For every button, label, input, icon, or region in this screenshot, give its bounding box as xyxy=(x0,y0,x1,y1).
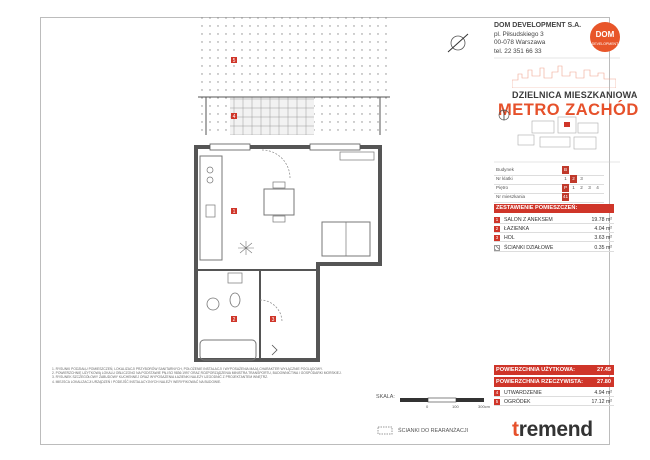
developer-phone: tel. 22 351 66 33 xyxy=(494,47,542,55)
selector-row-floor: Piętro P 1 2 3 4 xyxy=(494,184,604,194)
project-line2: METRO ZACHÓD xyxy=(498,101,639,119)
legend: ŚCIANKI DO REARANŻACJI xyxy=(398,428,469,434)
selector-cell[interactable]: 1 xyxy=(572,185,575,190)
apartment-outline xyxy=(196,147,380,360)
scale-label: SKALA: 0 100 300cm xyxy=(376,394,491,409)
north-arrow-icon xyxy=(448,34,468,52)
plan-label-1: 1 xyxy=(232,209,236,215)
extra-row: 4 UTWARDZENIE 4.94 m² xyxy=(495,390,612,396)
developer-info xyxy=(494,22,581,56)
scale-bar xyxy=(400,398,484,402)
plan-label-2: 2 xyxy=(232,317,236,323)
developer-city: 00-078 Warszawa xyxy=(494,39,546,47)
rooms-table-title: ZESTAWIENIE POMIESZCZEŃ: xyxy=(494,204,614,213)
skyline-graphic xyxy=(512,64,616,88)
dom-logo: DOM DEVELOPMENT xyxy=(590,22,620,52)
extra-row: 5 OGRÓDEK 17.12 m² xyxy=(495,399,612,405)
project-line1: DZIELNICA MIESZKANIOWA xyxy=(512,90,638,100)
selector-cell[interactable]: 41 xyxy=(562,194,569,199)
developer-street: pl. Piłsudskiego 3 xyxy=(494,30,544,38)
plan-label-3: 3 xyxy=(271,317,275,323)
selector-cell[interactable]: 2 xyxy=(570,175,577,183)
usable-area: POWIERZCHNIA UŻYTKOWA: 27.45 xyxy=(494,365,614,375)
walls-row: ŚCIANKI DZIAŁOWE 0.35 m² xyxy=(494,244,614,252)
selector-cell[interactable]: B xyxy=(563,167,568,172)
selector-row-apartment: Nr mieszkania 41 xyxy=(494,193,604,203)
plan-label-5: 5 xyxy=(232,58,236,64)
selector-cell[interactable]: 1 xyxy=(564,176,567,181)
footnotes: 1. RYSUNKI PODZIAŁU POMIESZCZEŃ, LOKALIZACJI PRZYBORÓW SANITARNYCH, POŁOŻENIE INSTALACJI I WYPOSAŻENIA MAJĄ CHARAKTER WYŁĄCZNIE POGLĄDOWY. 2. POWIERZCHNIĘ UŻYTKOWĄ LOKALU OBLICZONO NA PODSTAWIE PN-ISO 9836:1997 ORAZ ROZPORZĄDZENIA MINISTRA TRANSPORTU, BUDOWNICTWA I GOSPODARKI MORSKIEJ. 3. RYSUNEK SZCZEGÓŁOWY ZABUDOWY KUCHENNEJ ORAZ WYPOSAŻENIA ŁAZIENKI NALEŻY UZGODNIĆ Z PROJEKTANTEM WNĘTRZ. 4. MIEJSCA LOKALIZACJI URZĄDZEŃ I PODEJŚĆ INSTALACYJNYCH NALEŻY WERYFIKOWAĆ NA BUDOWIE. xyxy=(52,367,342,384)
selector-cell[interactable]: P xyxy=(563,185,568,190)
terrace-area xyxy=(230,97,314,135)
compass-icon xyxy=(498,109,510,121)
selector-cell[interactable]: 2 xyxy=(580,185,583,190)
selector-cell[interactable]: 3 xyxy=(580,176,583,181)
actual-area: POWIERZCHNIA RZECZYWISTA: 27.80 xyxy=(494,377,614,387)
selector-row-staircase: Nr klatki 1 2 3 xyxy=(494,175,604,185)
room-row: 2 ŁAZIENKA 4.04 m² xyxy=(495,226,612,232)
selector-cell[interactable]: 3 xyxy=(588,185,591,190)
developer-company: DOM DEVELOPMENT S.A. xyxy=(494,22,582,29)
site-minimap xyxy=(512,113,612,155)
selector-row-building: Budynek B xyxy=(494,166,604,176)
plan-label-4: 4 xyxy=(232,114,236,120)
room-row: 3 HOL 3.63 m² xyxy=(495,235,612,241)
tremend-logo: tremend xyxy=(512,418,593,441)
room-row: 1 SALON Z ANEKSEM 19.78 m² xyxy=(495,217,612,223)
selector-cell[interactable]: 4 xyxy=(596,185,599,190)
